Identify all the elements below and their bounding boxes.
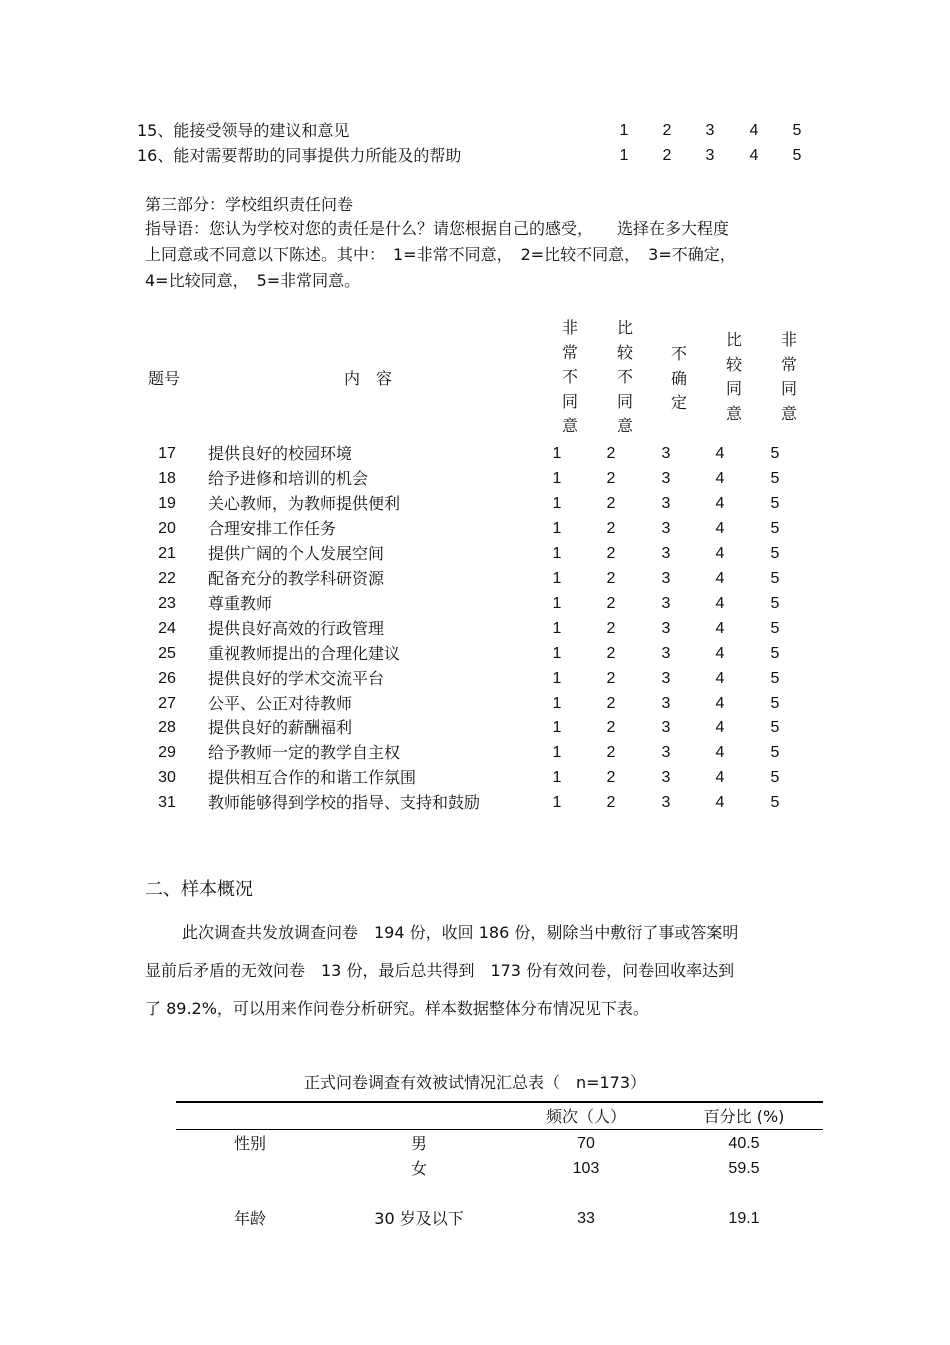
item-number: 31 — [158, 794, 176, 812]
table-caption: 正式问卷调查有效被试情况汇总表（ n=173） — [303, 1073, 647, 1092]
scale-option: 4 — [715, 544, 725, 562]
scale-option: 2 — [606, 669, 616, 687]
scale-option: 2 — [606, 569, 616, 587]
scale-option: 3 — [661, 594, 671, 612]
item-number: 29 — [158, 744, 176, 762]
scale-option: 2 — [662, 122, 672, 139]
scale-option: 2 — [606, 519, 616, 537]
scale-option: 4 — [715, 769, 725, 787]
column-header-content: 内 容 — [344, 369, 393, 388]
scale-option: 4 — [715, 569, 725, 587]
scale-option: 4 — [715, 494, 725, 512]
item-number: 23 — [158, 594, 176, 612]
scale-option: 3 — [661, 445, 671, 462]
item-number: 21 — [158, 544, 176, 562]
scale-option: 5 — [770, 594, 780, 612]
scale-option: 3 — [661, 644, 671, 662]
category-label: 女 — [410, 1159, 427, 1178]
scale-option: 5 — [770, 619, 780, 637]
scale-option: 4 — [715, 669, 725, 687]
scale-option: 3 — [661, 544, 671, 562]
item-number: 20 — [158, 519, 176, 537]
scale-option: 5 — [770, 519, 780, 537]
scale-option: 2 — [606, 544, 616, 562]
item-text: 提供良好高效的行政管理 — [208, 618, 385, 638]
scale-option: 3 — [661, 794, 671, 812]
item-number: 19 — [158, 494, 176, 512]
scale-option: 3 — [705, 122, 715, 139]
scale-option: 2 — [606, 744, 616, 762]
scale-option: 4 — [715, 644, 725, 662]
guide-text-line: 上同意或不同意以下陈述。其中： 1=非常不同意， 2=比较不同意， 3=不确定， — [145, 245, 736, 264]
scale-option: 5 — [792, 122, 802, 139]
scale-option: 2 — [606, 619, 616, 637]
scale-option: 1 — [619, 147, 629, 164]
scale-option: 5 — [770, 694, 780, 712]
item-text: 提供良好的学术交流平台 — [208, 668, 385, 688]
scale-option: 3 — [705, 147, 715, 164]
percent-value: 19.1 — [728, 1210, 760, 1227]
item-number: 28 — [158, 719, 176, 737]
scale-option: 3 — [661, 669, 671, 687]
scale-option: 5 — [770, 744, 780, 762]
scale-option: 1 — [552, 694, 562, 712]
item-number: 18 — [158, 469, 176, 487]
scale-option: 5 — [770, 544, 780, 562]
scale-option: 5 — [770, 794, 780, 812]
scale-option: 5 — [770, 769, 780, 787]
scale-option: 3 — [661, 469, 671, 487]
scale-option: 3 — [661, 694, 671, 712]
scale-column-header: 不 确 定 — [670, 344, 687, 412]
item-text: 重视教师提出的合理化建议 — [208, 643, 401, 663]
count-value: 33 — [577, 1210, 595, 1227]
scale-option: 1 — [552, 544, 562, 562]
scale-option: 1 — [552, 619, 562, 637]
scale-option: 3 — [661, 619, 671, 637]
group-label: 性别 — [234, 1134, 267, 1153]
section-heading: 二、样本概况 — [145, 879, 253, 900]
scale-option: 1 — [552, 494, 562, 512]
scale-option: 5 — [770, 644, 780, 662]
item-text: 公平、公正对待教师 — [208, 693, 353, 713]
scale-option: 2 — [606, 594, 616, 612]
scale-option: 3 — [661, 719, 671, 737]
item-number: 27 — [158, 694, 176, 712]
scale-option: 4 — [749, 122, 759, 139]
item-text: 提供良好的校园环境 — [208, 444, 353, 463]
count-value: 103 — [572, 1160, 600, 1177]
scale-option: 4 — [715, 469, 725, 487]
item-text: 给予教师一定的教学自主权 — [208, 743, 401, 763]
survey-item-label: 15、能接受领导的建议和意见 — [137, 121, 350, 140]
section-title: 第三部分：学校组织责任问卷 — [145, 195, 354, 214]
scale-option: 1 — [552, 744, 562, 762]
item-number: 25 — [158, 644, 176, 662]
scale-column-header: 非 常 不 同 意 — [561, 318, 578, 435]
scale-option: 4 — [715, 719, 725, 737]
scale-option: 1 — [552, 769, 562, 787]
guide-text-line: 4=比较同意， 5=非常同意。 — [145, 271, 361, 290]
item-text: 提供广阔的个人发展空间 — [208, 543, 385, 563]
percent-value: 40.5 — [728, 1135, 760, 1152]
scale-option: 1 — [552, 794, 562, 812]
scale-option: 5 — [770, 494, 780, 512]
scale-option: 2 — [662, 147, 672, 164]
scale-column-header: 比 较 同 意 — [725, 330, 742, 423]
item-text: 关心教师，为教师提供便利 — [208, 493, 401, 513]
scale-option: 1 — [552, 519, 562, 537]
scale-option: 4 — [749, 147, 759, 164]
scale-option: 5 — [770, 719, 780, 737]
scale-option: 3 — [661, 494, 671, 512]
scale-option: 4 — [715, 445, 725, 462]
column-header-number: 题号 — [148, 369, 181, 388]
scale-option: 4 — [715, 619, 725, 637]
paragraph-line: 了 89.2%，可以用来作问卷分析研究。样本数据整体分布情况见下表。 — [145, 999, 649, 1018]
count-value: 70 — [577, 1135, 595, 1152]
scale-option: 1 — [552, 644, 562, 662]
scale-option: 1 — [552, 594, 562, 612]
scale-option: 3 — [661, 569, 671, 587]
scale-option: 2 — [606, 694, 616, 712]
scale-option: 2 — [606, 469, 616, 487]
scale-column-header: 比 较 不 同 意 — [616, 318, 633, 435]
item-number: 24 — [158, 619, 176, 637]
survey-item-label: 16、能对需要帮助的同事提供力所能及的帮助 — [137, 146, 462, 165]
scale-option: 3 — [661, 769, 671, 787]
paragraph-line: 此次调查共发放调查问卷 194 份，收回 186 份，剔除当中敷衍了事或答案明 — [182, 923, 739, 942]
item-number: 30 — [158, 769, 176, 787]
item-text: 教师能够得到学校的指导、支持和鼓励 — [208, 793, 481, 813]
scale-option: 4 — [715, 519, 725, 537]
scale-option: 4 — [715, 794, 725, 812]
scale-option: 1 — [552, 669, 562, 687]
table-header-count: 频次（人） — [545, 1107, 626, 1126]
item-number: 17 — [158, 445, 176, 462]
scale-option: 1 — [552, 445, 562, 462]
percent-value: 59.5 — [728, 1160, 760, 1177]
scale-option: 4 — [715, 694, 725, 712]
scale-option: 1 — [552, 469, 562, 487]
item-text: 提供良好的薪酬福利 — [208, 718, 353, 738]
scale-option: 2 — [606, 794, 616, 812]
scale-option: 3 — [661, 744, 671, 762]
table-top-rule — [176, 1101, 823, 1103]
scale-option: 2 — [606, 445, 616, 462]
table-header-rule — [176, 1129, 823, 1130]
category-label: 30 岁及以下 — [374, 1209, 464, 1228]
item-text: 合理安排工作任务 — [208, 518, 337, 538]
scale-option: 2 — [606, 769, 616, 787]
item-number: 22 — [158, 569, 176, 587]
scale-option: 2 — [606, 494, 616, 512]
group-label: 年龄 — [234, 1209, 267, 1228]
scale-option: 5 — [792, 147, 802, 164]
item-text: 尊重教师 — [208, 593, 273, 613]
item-text: 提供相互合作的和谐工作氛围 — [208, 768, 417, 788]
scale-option: 1 — [619, 122, 629, 139]
item-text: 配备充分的教学科研资源 — [208, 568, 385, 588]
scale-option: 5 — [770, 569, 780, 587]
item-number: 26 — [158, 669, 176, 687]
scale-option: 5 — [770, 669, 780, 687]
scale-option: 1 — [552, 719, 562, 737]
scale-option: 2 — [606, 719, 616, 737]
table-header-percent: 百分比 (%) — [703, 1107, 785, 1126]
item-text: 给予进修和培训的机会 — [208, 468, 369, 488]
scale-option: 4 — [715, 594, 725, 612]
scale-option: 4 — [715, 744, 725, 762]
paragraph-line: 显前后矛盾的无效问卷 13 份，最后总共得到 173 份有效问卷，问卷回收率达到 — [145, 961, 735, 980]
scale-option: 2 — [606, 644, 616, 662]
scale-column-header: 非 常 同 意 — [780, 330, 797, 423]
scale-option: 5 — [770, 469, 780, 487]
category-label: 男 — [410, 1134, 427, 1153]
scale-option: 1 — [552, 569, 562, 587]
scale-option: 5 — [770, 445, 780, 462]
scale-option: 3 — [661, 519, 671, 537]
guide-text-line: 指导语：您认为学校对您的责任是什么？请您根据自己的感受， 选择在多大程度 — [145, 219, 730, 238]
